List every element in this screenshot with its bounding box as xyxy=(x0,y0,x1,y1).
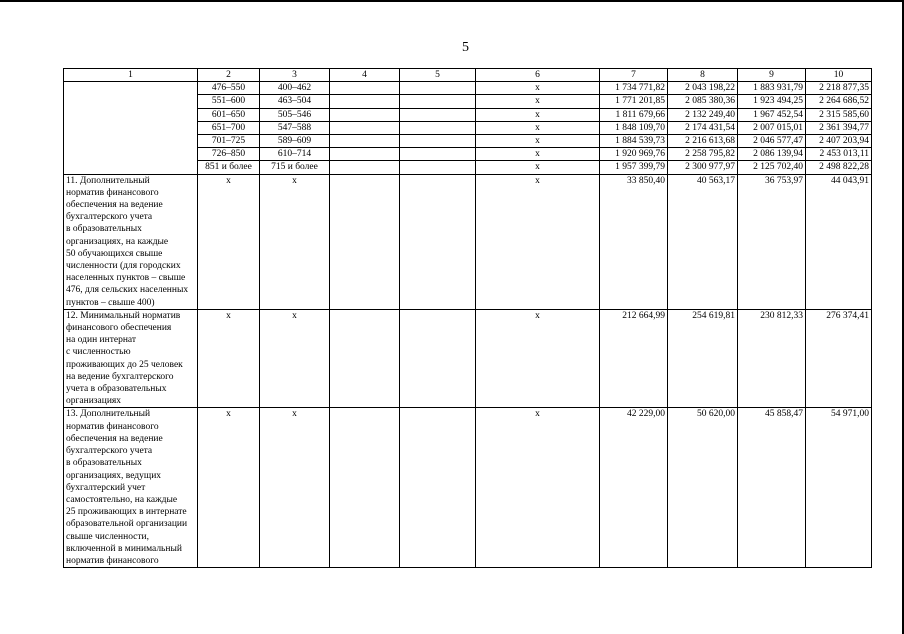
x-mark: х xyxy=(476,95,600,108)
table-row xyxy=(64,408,872,568)
value-cell: 44 043,91 xyxy=(806,174,872,309)
norm-description xyxy=(64,408,198,568)
description-line: финансового обеспечения xyxy=(66,323,172,334)
header-cell: 7 xyxy=(600,69,668,82)
value-cell: 2 007 015,01 xyxy=(738,121,806,134)
pupils-range: 651–700 xyxy=(198,121,260,134)
page-top-edge xyxy=(0,0,904,2)
empty-cell xyxy=(400,108,476,121)
value-cell: 2 361 394,77 xyxy=(806,121,872,134)
header-cell: 9 xyxy=(738,69,806,82)
x-mark: х xyxy=(260,309,330,408)
value-cell: 276 374,41 xyxy=(806,309,872,408)
empty-cell xyxy=(400,95,476,108)
value-cell: 212 664,99 xyxy=(600,309,668,408)
description-line: 12. Минимальный норматив xyxy=(66,310,181,321)
empty-cell xyxy=(330,148,400,161)
value-cell: 2 216 613,68 xyxy=(668,135,738,148)
empty-cell xyxy=(330,408,400,568)
description-line: свыше численности, xyxy=(66,531,150,542)
empty-cell xyxy=(400,309,476,408)
x-mark: х xyxy=(476,135,600,148)
header-cell: 8 xyxy=(668,69,738,82)
description-line: проживающих до 25 человек xyxy=(66,359,183,370)
value-cell: 1 884 539,73 xyxy=(600,135,668,148)
x-mark: х xyxy=(476,108,600,121)
description-line: самостоятельно, на каждые xyxy=(66,494,178,505)
description-line: 13. Дополнительный xyxy=(66,409,151,420)
x-mark: х xyxy=(476,161,600,174)
x-mark: х xyxy=(476,309,600,408)
description-line: пунктов – свыше 400) xyxy=(66,297,155,308)
norm-description xyxy=(64,309,198,408)
value-cell: 1 848 109,70 xyxy=(600,121,668,134)
empty-cell xyxy=(330,82,400,95)
x-mark: х xyxy=(198,174,260,309)
header-cell: 3 xyxy=(260,69,330,82)
x-mark: х xyxy=(476,82,600,95)
value-cell: 2 125 702,40 xyxy=(738,161,806,174)
value-cell: 1 957 399,79 xyxy=(600,161,668,174)
value-cell: 2 218 877,35 xyxy=(806,82,872,95)
value-cell: 2 258 795,82 xyxy=(668,148,738,161)
table-row xyxy=(64,82,872,95)
value-cell: 254 619,81 xyxy=(668,309,738,408)
value-cell: 2 407 203,94 xyxy=(806,135,872,148)
value-cell: 1 920 969,76 xyxy=(600,148,668,161)
empty-cell xyxy=(330,95,400,108)
empty-cell xyxy=(400,148,476,161)
description-line: с численностью xyxy=(66,347,131,358)
description-line: обеспечения на ведение xyxy=(66,200,163,211)
description-line: норматив финансового xyxy=(66,555,159,566)
empty-cell xyxy=(330,174,400,309)
empty-cell xyxy=(400,161,476,174)
description-line: бухгалтерский учет xyxy=(66,482,146,493)
pupils-range: 851 и более xyxy=(198,161,260,174)
value-cell: 2 043 198,22 xyxy=(668,82,738,95)
value-cell: 33 850,40 xyxy=(600,174,668,309)
norms-table xyxy=(63,68,872,568)
pupils-range: 701–725 xyxy=(198,135,260,148)
norm-description xyxy=(64,174,198,309)
pupils-range-rural: 589–609 xyxy=(260,135,330,148)
description-line: численности (для городских xyxy=(66,261,181,272)
description-line: бухгалтерского учета xyxy=(66,212,153,223)
header-cell: 2 xyxy=(198,69,260,82)
pupils-range: 476–550 xyxy=(198,82,260,95)
value-cell: 2 086 139,94 xyxy=(738,148,806,161)
value-cell: 42 229,00 xyxy=(600,408,668,568)
x-mark: х xyxy=(198,408,260,568)
value-cell: 1 967 452,54 xyxy=(738,108,806,121)
pupils-range-rural: 610–714 xyxy=(260,148,330,161)
x-mark: х xyxy=(260,174,330,309)
description-line: 11. Дополнительный xyxy=(66,175,150,186)
value-cell: 2 046 577,47 xyxy=(738,135,806,148)
description-line: в образовательных xyxy=(66,458,142,469)
description-line: на ведение бухгалтерского xyxy=(66,371,174,382)
pupils-range: 601–650 xyxy=(198,108,260,121)
value-cell: 2 498 822,28 xyxy=(806,161,872,174)
x-mark: х xyxy=(260,408,330,568)
page-number: 5 xyxy=(462,40,469,55)
pupils-range-rural: 463–504 xyxy=(260,95,330,108)
value-cell: 1 883 931,79 xyxy=(738,82,806,95)
empty-label-cell xyxy=(64,82,198,174)
description-line: организациях xyxy=(66,396,122,407)
empty-cell xyxy=(330,121,400,134)
description-line: норматив финансового xyxy=(66,187,159,198)
empty-cell xyxy=(330,161,400,174)
header-cell: 10 xyxy=(806,69,872,82)
empty-cell xyxy=(400,135,476,148)
value-cell: 1 771 201,85 xyxy=(600,95,668,108)
value-cell: 54 971,00 xyxy=(806,408,872,568)
value-cell: 2 264 686,52 xyxy=(806,95,872,108)
x-mark: х xyxy=(476,408,600,568)
table-row xyxy=(64,174,872,309)
x-mark: х xyxy=(198,309,260,408)
table-row xyxy=(64,309,872,408)
header-cell: 1 xyxy=(64,69,198,82)
empty-cell xyxy=(330,108,400,121)
description-line: образовательной организации xyxy=(66,519,188,530)
pupils-range-rural: 547–588 xyxy=(260,121,330,134)
description-line: организациях, на каждые xyxy=(66,236,169,247)
x-mark: х xyxy=(476,174,600,309)
empty-cell xyxy=(400,82,476,95)
value-cell: 1 734 771,82 xyxy=(600,82,668,95)
value-cell: 45 858,47 xyxy=(738,408,806,568)
value-cell: 1 811 679,66 xyxy=(600,108,668,121)
description-line: населенных пунктов – свыше xyxy=(66,273,186,284)
x-mark: х xyxy=(476,148,600,161)
value-cell: 2 085 380,36 xyxy=(668,95,738,108)
pupils-range-rural: 715 и более xyxy=(260,161,330,174)
value-cell: 36 753,97 xyxy=(738,174,806,309)
pupils-range-rural: 505–546 xyxy=(260,108,330,121)
description-line: 25 проживающих в интернате xyxy=(66,507,187,518)
description-line: 50 обучающихся свыше xyxy=(66,248,163,259)
header-row xyxy=(64,69,872,82)
description-line: 476, для сельских населенных xyxy=(66,285,189,296)
header-cell: 5 xyxy=(400,69,476,82)
description-line: в образовательных xyxy=(66,224,142,235)
value-cell: 230 812,33 xyxy=(738,309,806,408)
value-cell: 2 174 431,54 xyxy=(668,121,738,134)
empty-cell xyxy=(330,135,400,148)
value-cell: 2 300 977,97 xyxy=(668,161,738,174)
x-mark: х xyxy=(476,121,600,134)
empty-cell xyxy=(330,309,400,408)
value-cell: 2 315 585,60 xyxy=(806,108,872,121)
description-line: норматив финансового xyxy=(66,421,159,432)
description-line: обеспечения на ведение xyxy=(66,433,163,444)
empty-cell xyxy=(400,121,476,134)
description-line: на один интернат xyxy=(66,335,137,346)
description-line: учета в образовательных xyxy=(66,384,167,395)
value-cell: 40 563,17 xyxy=(668,174,738,309)
pupils-range: 551–600 xyxy=(198,95,260,108)
description-line: бухгалтерского учета xyxy=(66,446,153,457)
pupils-range: 726–850 xyxy=(198,148,260,161)
value-cell: 50 620,00 xyxy=(668,408,738,568)
value-cell: 1 923 494,25 xyxy=(738,95,806,108)
header-cell: 4 xyxy=(330,69,400,82)
header-cell: 6 xyxy=(476,69,600,82)
value-cell: 2 132 249,40 xyxy=(668,108,738,121)
description-line: включенной в минимальный xyxy=(66,543,182,554)
value-cell: 2 453 013,11 xyxy=(806,148,872,161)
empty-cell xyxy=(400,174,476,309)
pupils-range-rural: 400–462 xyxy=(260,82,330,95)
empty-cell xyxy=(400,408,476,568)
description-line: организациях, ведущих xyxy=(66,470,162,481)
